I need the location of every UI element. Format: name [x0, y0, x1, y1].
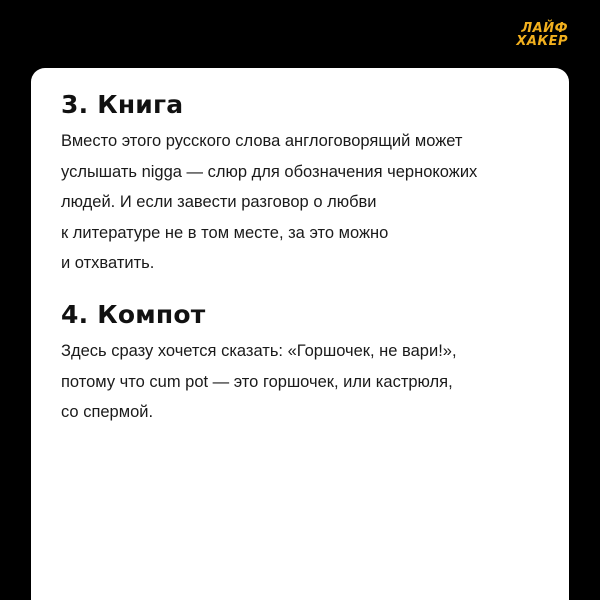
text-line: Вместо этого русского слова англоговорящий может	[61, 132, 463, 150]
text-line: со спермой.	[61, 403, 154, 421]
logo-line-2: ХАКЕР	[516, 34, 568, 49]
text-line: услышать nigga — слюр для обозначения чернокожих	[61, 162, 478, 181]
text-line: потому что cum pot — это горшочек, или кастрюля,	[61, 372, 453, 391]
section-heading: 4. Компот	[61, 300, 206, 329]
text-line: к литературе не в том месте, за это можно	[61, 223, 389, 242]
text-line: людей. И если завести разговор о любви	[61, 193, 377, 211]
section-heading: 3. Книга	[61, 90, 184, 119]
content-card	[31, 68, 569, 600]
section-kniga	[61, 90, 549, 279]
text-line: Здесь сразу хочется сказать: «Горшочек, не вари!»,	[61, 342, 457, 360]
section-body	[61, 126, 549, 279]
lifehacker-logo	[514, 22, 568, 48]
section-body	[61, 336, 549, 428]
text-line: и отхватить.	[61, 254, 155, 272]
logo-line-1: ЛАЙФ	[521, 21, 568, 36]
section-kompot	[61, 300, 549, 428]
